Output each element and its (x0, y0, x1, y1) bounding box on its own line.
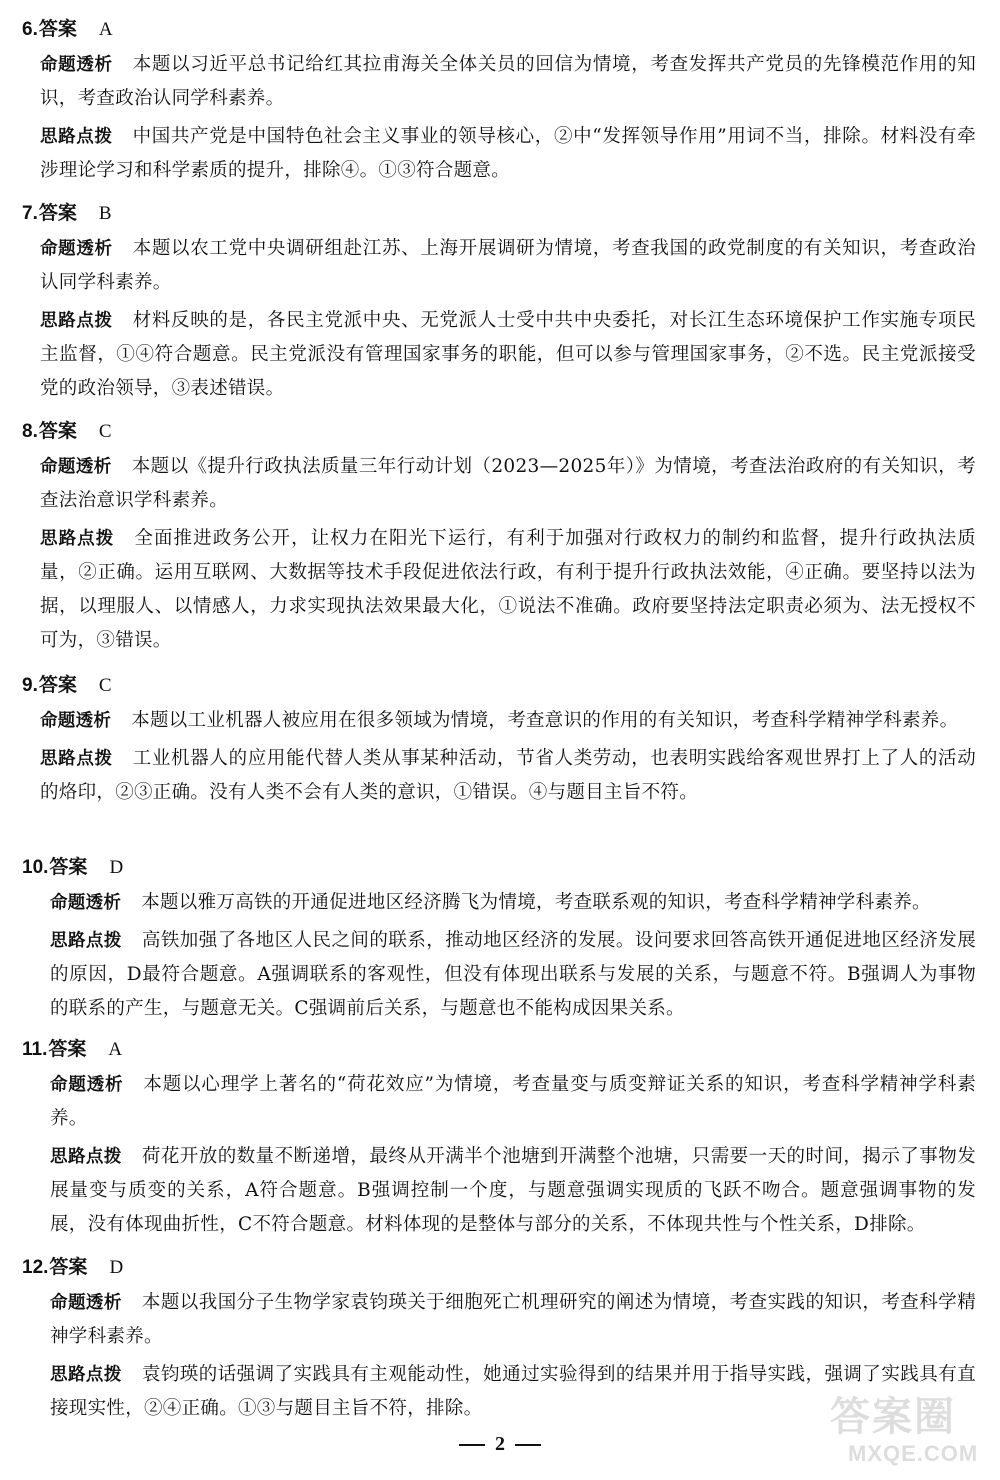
question-block (22, 14, 976, 192)
hint-text: 中国共产党是中国特色社会主义事业的领导核心，②中“发挥领导作用”用词不当，排除。材料没有牵涉理论学习和科学素质的提升，排除④。①③符合题意。 (40, 126, 976, 181)
hint-paragraph (50, 924, 976, 1026)
analysis-paragraph (50, 1286, 976, 1354)
question-number: 8. (22, 421, 38, 442)
answer-line (22, 1252, 976, 1282)
question-block (22, 670, 976, 814)
hint-label: 思路点拨 (50, 1147, 122, 1167)
answer-line (22, 416, 976, 446)
hint-text: 袁钧瑛的话强调了实践具有主观能动性，她通过实验得到的结果并用于指导实践，强调了实践具有直接现实性，②④正确。①③与题目主旨不符，排除。 (50, 1364, 976, 1419)
answer-label: 答案 (49, 856, 88, 878)
analysis-label: 命题透析 (50, 893, 122, 913)
hint-paragraph (40, 742, 976, 810)
question-block (22, 416, 976, 662)
question-number: 7. (22, 203, 38, 224)
hint-paragraph (40, 304, 976, 406)
watermark-site: MXQE.COM (848, 1441, 979, 1466)
analysis-label: 命题透析 (40, 55, 113, 75)
analysis-text: 本题以农工党中央调研组赴江苏、上海开展调研为情境，考查我国的政党制度的有关知识，考查政治认同学科素养。 (40, 238, 976, 293)
hint-paragraph (40, 522, 976, 658)
analysis-text: 本题以我国分子生物学家袁钧瑛关于细胞死亡机理研究的阐述为情境，考查实践的知识，考查科学精神学科素养。 (50, 1292, 976, 1347)
answer-label: 答案 (49, 1256, 88, 1278)
analysis-paragraph (40, 48, 976, 116)
hint-label: 思路点拨 (40, 749, 113, 769)
hint-text: 全面推进政务公开，让权力在阳光下运行，有利于加强对行政权力的制约和监督，提升行政执法质量，②正确。运用互联网、大数据等技术手段促进依法行政，有利于提升行政执法效能，④正确。要坚持以法为据，以理服人、以情感人，力求实现执法效果最大化，①说法不准确。政府要坚持法定职责必须为、法无授权不可为，③错误。 (40, 528, 977, 651)
answer-label: 答案 (38, 420, 77, 442)
answer-value: C (98, 421, 112, 442)
analysis-label: 命题透析 (40, 711, 112, 731)
answer-line (22, 198, 976, 228)
hint-text: 材料反映的是，各民主党派中央、无党派人士受中共中央委托，对长江生态环境保护工作实施专项民主监督，①④符合题意。民主党派没有管理国家事务的职能，但可以参与管理国家事务，②不选。民主党派接受党的政治领导，③表述错误。 (40, 310, 976, 399)
watermark-logo-text: 答案圈 (830, 1394, 956, 1440)
analysis-label: 命题透析 (50, 1293, 122, 1313)
answer-label: 答案 (38, 674, 77, 696)
answer-label: 答案 (38, 202, 77, 224)
analysis-text: 本题以工业机器人被应用在很多领域为情境，考查意识的作用的有关知识，考查科学精神学科素养。 (131, 710, 959, 731)
answer-line (22, 1034, 976, 1064)
question-number: 12. (22, 1257, 49, 1278)
analysis-paragraph (50, 886, 976, 920)
hint-label: 思路点拨 (40, 529, 115, 549)
hint-paragraph (40, 120, 976, 188)
question-number: 6. (22, 19, 38, 40)
answer-value: D (109, 857, 124, 878)
analysis-paragraph (50, 1068, 976, 1136)
hint-text: 工业机器人的应用能代替人类从事某种活动，节省人类劳动，也表明实践给客观世界打上了人的活动的烙印，②③正确。没有人类不会有人类的意识，①错误。④与题目主旨不符。 (40, 748, 976, 803)
question-block (22, 198, 976, 410)
analysis-label: 命题透析 (40, 457, 112, 477)
question-number: 11. (22, 1039, 48, 1060)
answer-line (22, 852, 976, 882)
answer-value: A (108, 1039, 123, 1060)
analysis-paragraph (40, 704, 976, 738)
analysis-label: 命题透析 (40, 239, 113, 259)
footer-dash-right (515, 1444, 541, 1446)
page-number: 2 (495, 1433, 505, 1455)
question-block (22, 1034, 976, 1246)
hint-label: 思路点拨 (50, 931, 122, 951)
hint-label: 思路点拨 (50, 1365, 122, 1385)
answer-value: B (98, 203, 112, 224)
question-number: 10. (22, 857, 49, 878)
watermark-logo (830, 1385, 990, 1475)
hint-paragraph (50, 1140, 976, 1242)
answer-value: D (109, 1257, 124, 1278)
answer-label: 答案 (48, 1038, 87, 1060)
analysis-paragraph (40, 232, 976, 300)
answer-line (22, 670, 976, 700)
analysis-label: 命题透析 (50, 1075, 124, 1095)
answer-line (22, 14, 976, 44)
question-number: 9. (22, 675, 38, 696)
hint-text: 荷花开放的数量不断递增，最终从开满半个池塘到开满整个池塘，只需要一天的时间，揭示了事物发展量变与质变的关系，A符合题意。B强调控制一个度，与题意强调实现质的飞跃不吻合。题意强调事物的发展，没有体现曲折性，C不符合题意。材料体现的是整体与部分的关系，不体现共性与个性关系，D排除。 (50, 1146, 976, 1235)
analysis-text: 本题以《提升行政执法质量三年行动计划（2023—2025年）》为情境，考查法治政府的有关知识，考查法治意识学科素养。 (40, 456, 976, 511)
question-block (22, 852, 976, 1030)
page-footer (0, 1433, 1000, 1456)
analysis-paragraph (40, 450, 976, 518)
analysis-text: 本题以心理学上著名的“荷花效应”为情境，考查量变与质变辩证关系的知识，考查科学精神学科素养。 (50, 1074, 976, 1129)
hint-label: 思路点拨 (40, 311, 113, 331)
hint-label: 思路点拨 (40, 127, 113, 147)
analysis-text: 本题以雅万高铁的开通促进地区经济腾飞为情境，考查联系观的知识，考查科学精神学科素养。 (141, 892, 931, 913)
answer-value: A (98, 19, 113, 40)
hint-text: 高铁加强了各地区人民之间的联系，推动地区经济的发展。设问要求回答高铁开通促进地区经济发展的原因，D最符合题意。A强调联系的客观性，但没有体现出联系与发展的关系，与题意不符。B强调人为事物的联系的产生，与题意无关。C强调前后关系，与题意也不能构成因果关系。 (50, 930, 976, 1019)
footer-dash-left (459, 1444, 485, 1446)
answer-value: C (98, 675, 112, 696)
answer-label: 答案 (38, 18, 77, 40)
analysis-text: 本题以习近平总书记给红其拉甫海关全体关员的回信为情境，考查发挥共产党员的先锋模范作用的知识，考查政治认同学科素养。 (40, 54, 976, 109)
